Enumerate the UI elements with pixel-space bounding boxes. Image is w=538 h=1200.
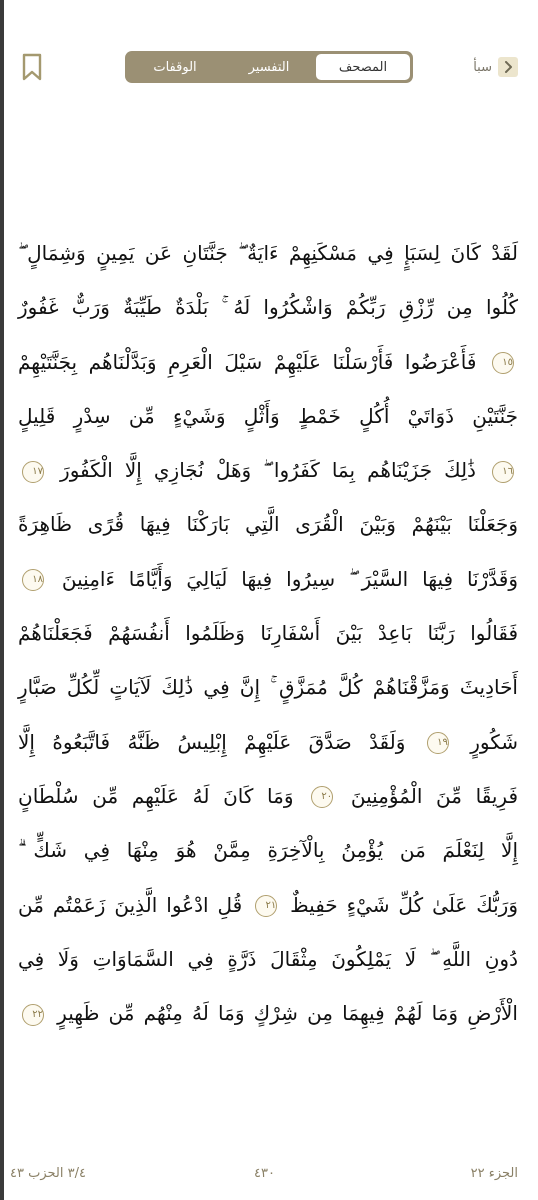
verse-line	[18, 497, 518, 551]
verse-text: لَقَدْ كَانَ لِسَبَإٍ فِي مَسْكَنِهِمْ ءَايَةٌ ۖ جَنَّتَانِ عَن يَمِينٍ وَشِمَالٍ ۖ	[18, 241, 518, 265]
bookmark-icon[interactable]	[20, 52, 44, 82]
verse-line	[18, 660, 518, 714]
ayah-number-marker: ١٨	[22, 569, 44, 591]
verse-text: قُلِ ادْعُوا الَّذِينَ زَعَمْتُم مِّن	[18, 892, 243, 917]
tab-tafsir[interactable]: التفسير	[248, 59, 290, 75]
ayah-number-marker: ٢٢	[22, 1004, 44, 1026]
window-edge	[0, 0, 4, 1200]
verse-line	[18, 715, 518, 769]
verse-text: فَرِيقًا مِّنَ الْمُؤْمِنِينَ	[350, 783, 519, 808]
surah-nav[interactable]	[473, 55, 518, 79]
ayah-number-marker: ١٩	[427, 732, 449, 754]
verse-line	[18, 443, 518, 497]
ayah-number-marker: ١٧	[22, 461, 44, 483]
verse-text: إِلَّا لِنَعْلَمَ مَن يُؤْمِنُ بِالْآخِرَةِ مِمَّنْ هُوَ مِنْهَا فِي شَكٍّ ۗ	[18, 838, 518, 863]
top-bar	[0, 0, 538, 96]
verse-text: وَرَبُّكَ عَلَىٰ كُلِّ شَيْءٍ حَفِيظٌ	[290, 892, 518, 917]
verse-text: أَحَادِيثَ وَمَزَّقْنَاهُمْ كُلَّ مُمَزَّقٍ ۚ إِنَّ فِي ذَٰلِكَ لَآيَاتٍ لِّكُلِّ صَبَّارٍ	[18, 675, 518, 700]
verse-line	[18, 823, 518, 877]
surah-name[interactable]: سبأ	[473, 59, 492, 75]
juz-label: الجزء ٢٢	[470, 1166, 518, 1181]
chevron-right-icon[interactable]	[498, 57, 518, 77]
view-mode-segmented-control	[125, 51, 413, 83]
verse-text: وَلَقَدْ صَدَّقَ عَلَيْهِمْ إِبْلِيسُ ظَنَّهُ فَاتَّبَعُوهُ إِلَّا	[18, 729, 406, 754]
verse-line	[18, 226, 518, 280]
ayah-number-marker: ٢٠	[311, 786, 333, 808]
tab-waqafat[interactable]: الوقفات	[153, 59, 197, 75]
verse-line	[18, 878, 518, 932]
verse-line	[18, 932, 518, 986]
ayah-number-marker: ١٥	[492, 352, 514, 374]
hizb-label: ٣/٤ الحزب ٤٣	[10, 1166, 86, 1181]
verse-text: ذَٰلِكَ جَزَيْنَاهُم بِمَا كَفَرُوا ۖ وَهَلْ نُجَازِي إِلَّا الْكَفُورَ	[60, 458, 476, 483]
mushaf-page	[18, 226, 518, 1036]
verse-text: الْأَرْضِ وَمَا لَهُمْ فِيهِمَا مِن شِرْكٍ وَمَا لَهُ مِنْهُم مِّن ظَهِيرٍ	[57, 1001, 518, 1026]
verse-line	[18, 280, 518, 334]
verse-text: فَقَالُوا رَبَّنَا بَاعِدْ بَيْنَ أَسْفَارِنَا وَظَلَمُوا أَنفُسَهُمْ فَجَعَلْنَاهُمْ	[18, 621, 518, 646]
verse-line	[18, 769, 518, 823]
verse-text: وَجَعَلْنَا بَيْنَهُمْ وَبَيْنَ الْقُرَى الَّتِي بَارَكْنَا فِيهَا قُرًى ظَاهِرَةً	[18, 512, 518, 537]
verse-line	[18, 335, 518, 389]
page-number: ٤٣٠	[254, 1166, 275, 1181]
ayah-number-marker: ٢١	[255, 895, 277, 917]
verse-line	[18, 606, 518, 660]
tab-mushaf[interactable]: المصحف	[316, 54, 410, 80]
verse-text: فَأَعْرَضُوا فَأَرْسَلْنَا عَلَيْهِمْ سَيْلَ الْعَرِمِ وَبَدَّلْنَاهُم بِجَنَّتَيْهِمْ	[18, 349, 477, 374]
verse-text: كُلُوا مِن رِّزْقِ رَبِّكُمْ وَاشْكُرُوا لَهُ ۚ بَلْدَةٌ طَيِّبَةٌ وَرَبٌّ غَفُورٌ	[18, 295, 518, 320]
ayah-number-marker: ١٦	[492, 461, 514, 483]
verse-text: وَمَا كَانَ لَهُ عَلَيْهِم مِّن سُلْطَانٍ	[18, 783, 294, 808]
verse-text: جَنَّتَيْنِ ذَوَاتَيْ أُكُلٍ خَمْطٍ وَأَثْلٍ وَشَيْءٍ مِّن سِدْرٍ قَلِيلٍ	[18, 403, 518, 428]
footer-bar	[0, 1158, 538, 1188]
verse-line	[18, 552, 518, 606]
verse-text: دُونِ اللَّهِ ۖ لَا يَمْلِكُونَ مِثْقَالَ ذَرَّةٍ فِي السَّمَاوَاتِ وَلَا فِي	[18, 946, 518, 971]
verse-text: شَكُورٍ	[470, 729, 519, 754]
verse-line	[18, 389, 518, 443]
verse-line	[18, 986, 518, 1040]
verse-text: وَقَدَّرْنَا فِيهَا السَّيْرَ ۖ سِيرُوا فِيهَا لَيَالِيَ وَأَيَّامًا ءَامِنِينَ	[61, 566, 518, 591]
